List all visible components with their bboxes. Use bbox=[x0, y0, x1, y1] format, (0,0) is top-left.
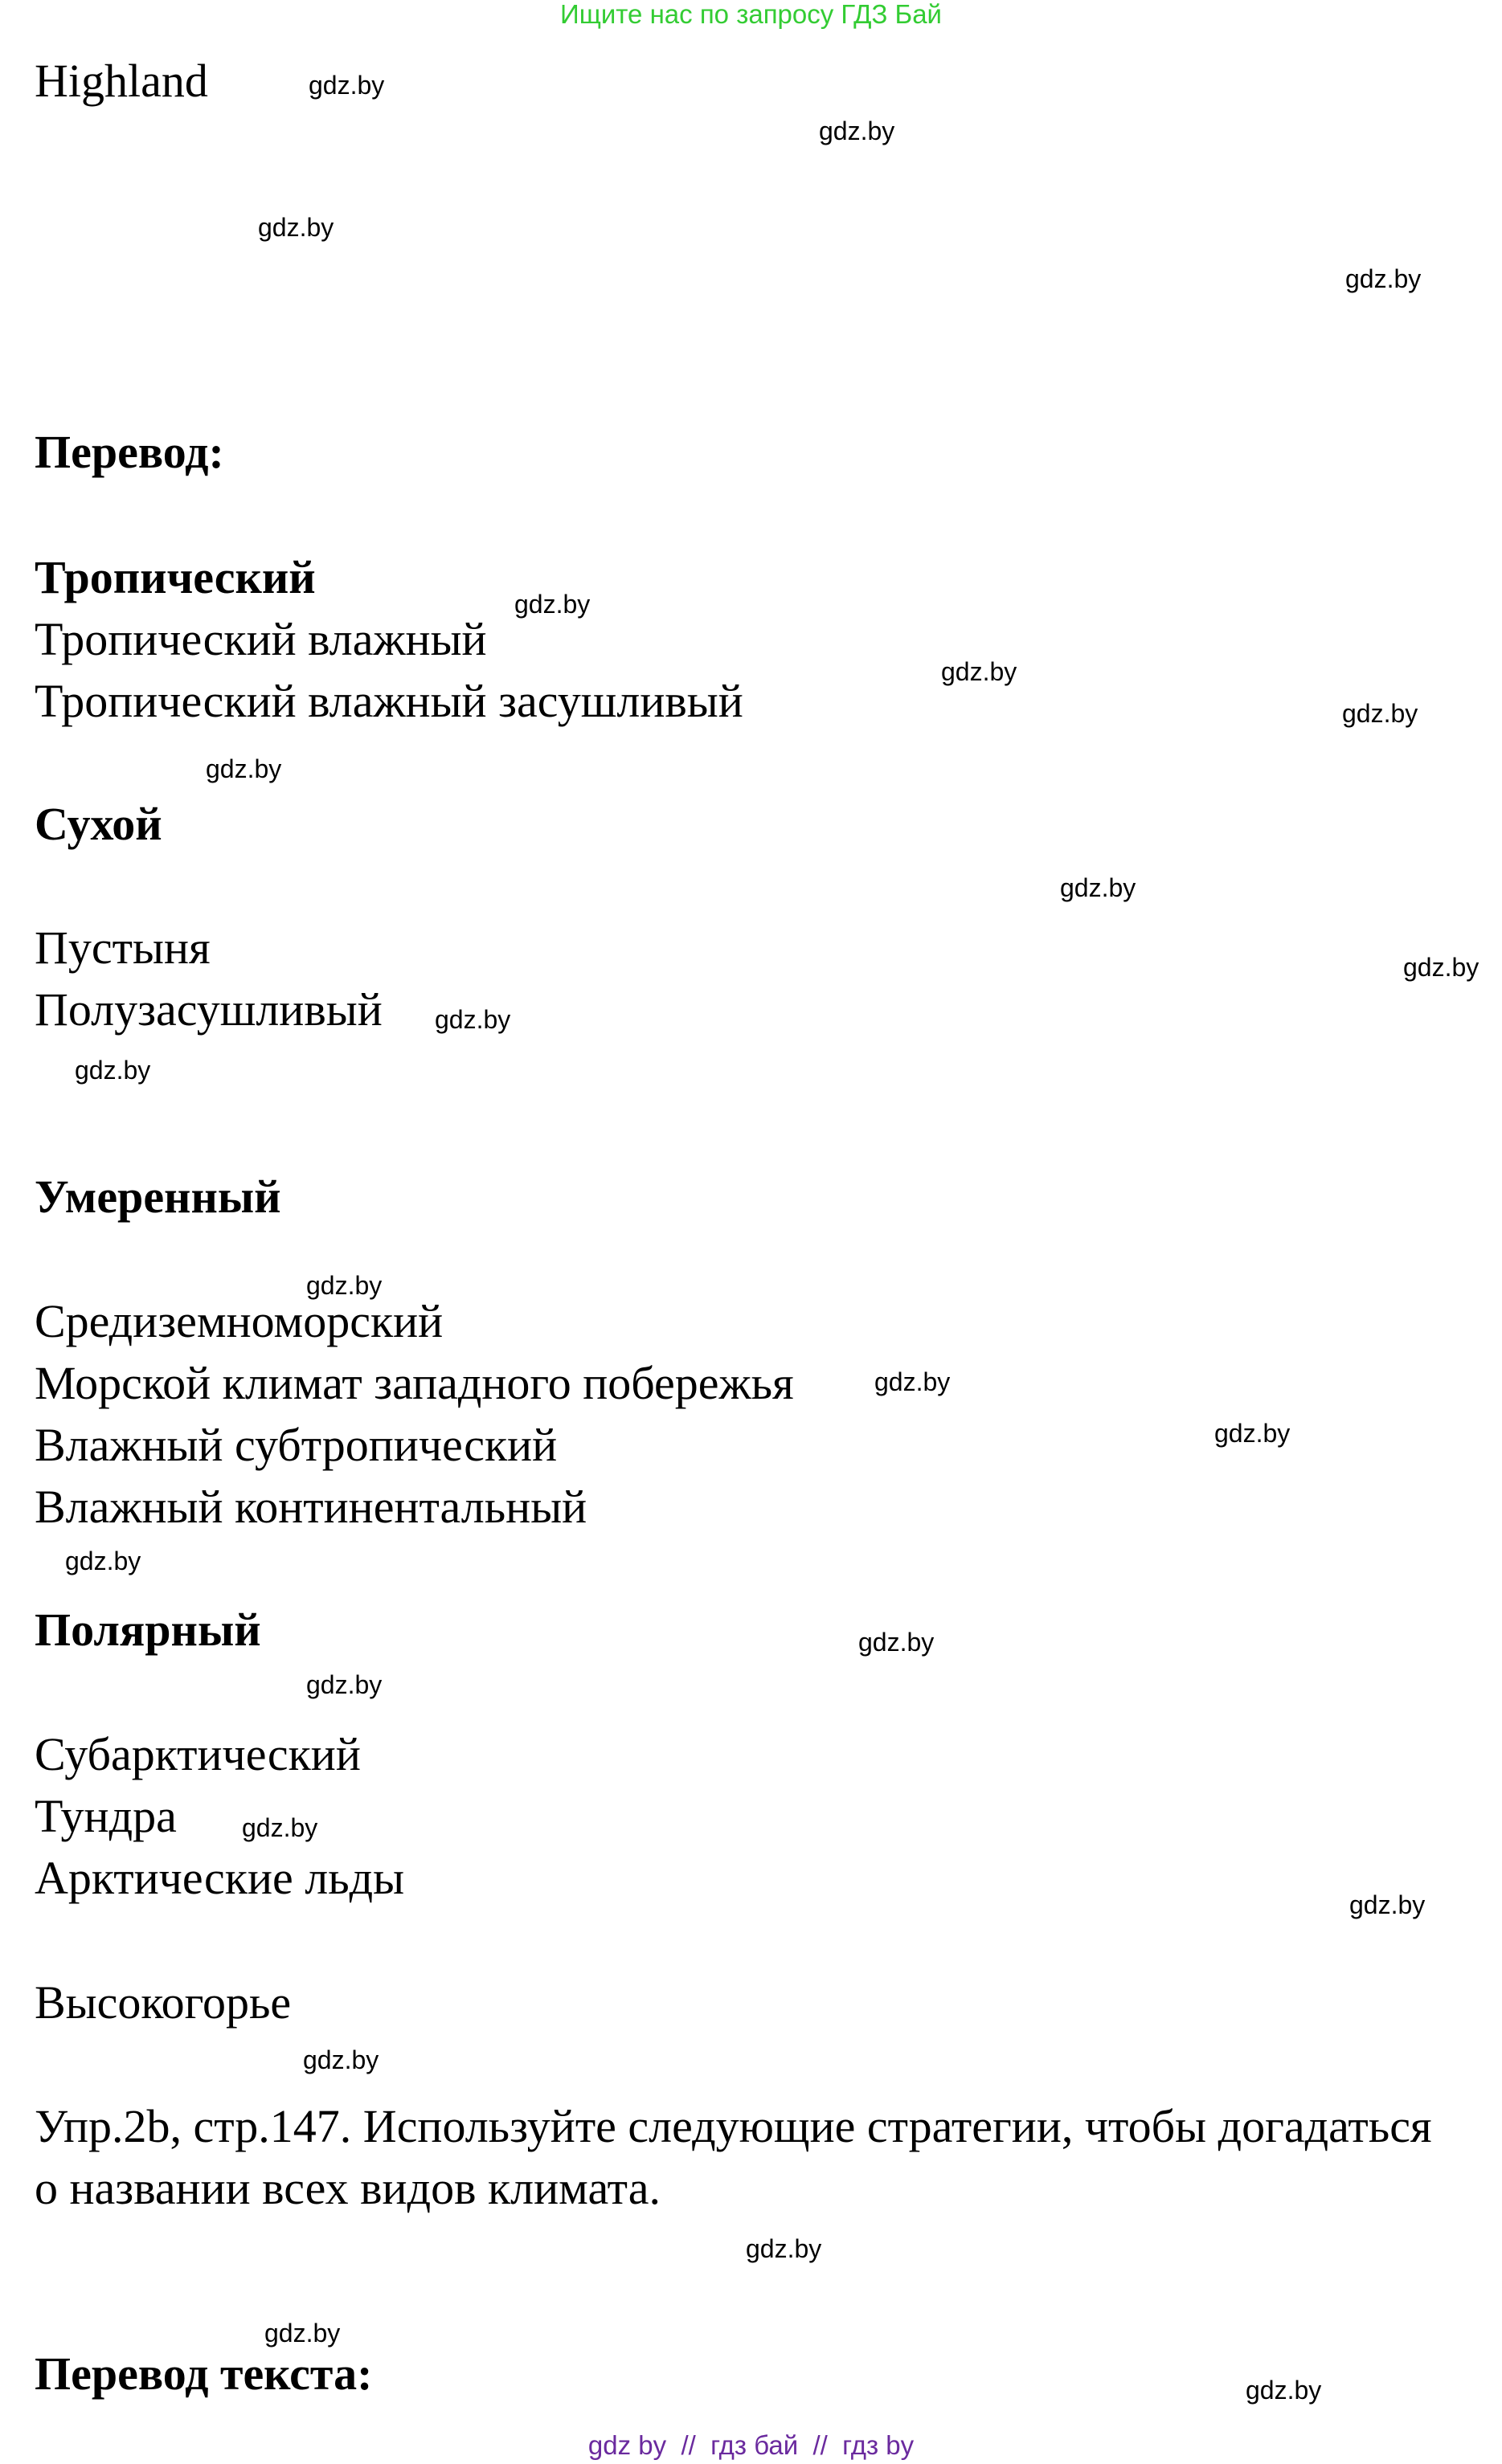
watermark: gdz.by bbox=[309, 71, 385, 100]
watermark: gdz.by bbox=[1349, 1890, 1426, 1919]
watermark: gdz.by bbox=[258, 213, 334, 242]
watermark: gdz.by bbox=[75, 1056, 151, 1085]
group-title-dry: Сухой bbox=[35, 798, 162, 850]
climate-item: Влажный континентальный bbox=[35, 1481, 587, 1533]
watermark: gdz.by bbox=[242, 1813, 318, 1842]
watermark: gdz.by bbox=[1345, 264, 1422, 293]
exercise-line-2: о названии всех видов климата. bbox=[35, 2162, 661, 2214]
climate-item: Арктические льды bbox=[35, 1852, 405, 1904]
watermark: gdz.by bbox=[306, 1271, 383, 1300]
watermark: gdz.by bbox=[874, 1367, 951, 1396]
watermark: gdz.by bbox=[206, 754, 282, 783]
climate-item: Влажный субтропический bbox=[35, 1419, 558, 1471]
climate-item: Пустыня bbox=[35, 921, 211, 974]
climate-item: Тропический влажный засушливый bbox=[35, 675, 743, 727]
climate-item: Тропический влажный bbox=[35, 613, 487, 665]
climate-item: Субарктический bbox=[35, 1728, 361, 1780]
watermark: gdz.by bbox=[435, 1005, 511, 1034]
text-translation-heading: Перевод текста: bbox=[35, 2348, 373, 2400]
highland-word: Highland bbox=[35, 55, 208, 107]
watermark: gdz.by bbox=[1214, 1419, 1291, 1448]
climate-item: Средиземноморский bbox=[35, 1295, 444, 1347]
highland-translation: Высокогорье bbox=[35, 1976, 292, 2029]
watermark: gdz.by bbox=[303, 2045, 379, 2074]
watermark: gdz.by bbox=[65, 1547, 141, 1575]
climate-item: Полузасушливый bbox=[35, 983, 383, 1036]
watermark: gdz.by bbox=[746, 2234, 822, 2263]
watermark: gdz.by bbox=[1246, 2376, 1322, 2405]
watermark: gdz.by bbox=[306, 1670, 383, 1699]
exercise-line-1: Упр.2b, стр.147. Используйте следующие стратегии, чтобы догадаться bbox=[35, 2100, 1432, 2152]
group-title-polar: Полярный bbox=[35, 1604, 261, 1656]
translation-heading: Перевод: bbox=[35, 426, 224, 478]
watermark: gdz.by bbox=[941, 657, 1017, 686]
group-title-tropical: Тропический bbox=[35, 551, 316, 603]
watermark: gdz.by bbox=[1403, 953, 1479, 982]
climate-item: Морской климат западного побережья bbox=[35, 1357, 794, 1409]
watermark: gdz.by bbox=[1060, 873, 1136, 902]
watermark: gdz.by bbox=[514, 590, 591, 619]
climate-item: Тундра bbox=[35, 1790, 177, 1842]
watermark: gdz.by bbox=[1342, 699, 1418, 728]
search-hint-banner: Ищите нас по запросу ГДЗ Бай bbox=[560, 0, 942, 29]
watermark: gdz.by bbox=[858, 1628, 935, 1657]
site-footer: gdz by // гдз бай // гдз by bbox=[587, 2430, 915, 2460]
group-title-temperate: Умеренный bbox=[35, 1171, 281, 1223]
watermark: gdz.by bbox=[264, 2319, 341, 2348]
watermark: gdz.by bbox=[819, 116, 895, 145]
